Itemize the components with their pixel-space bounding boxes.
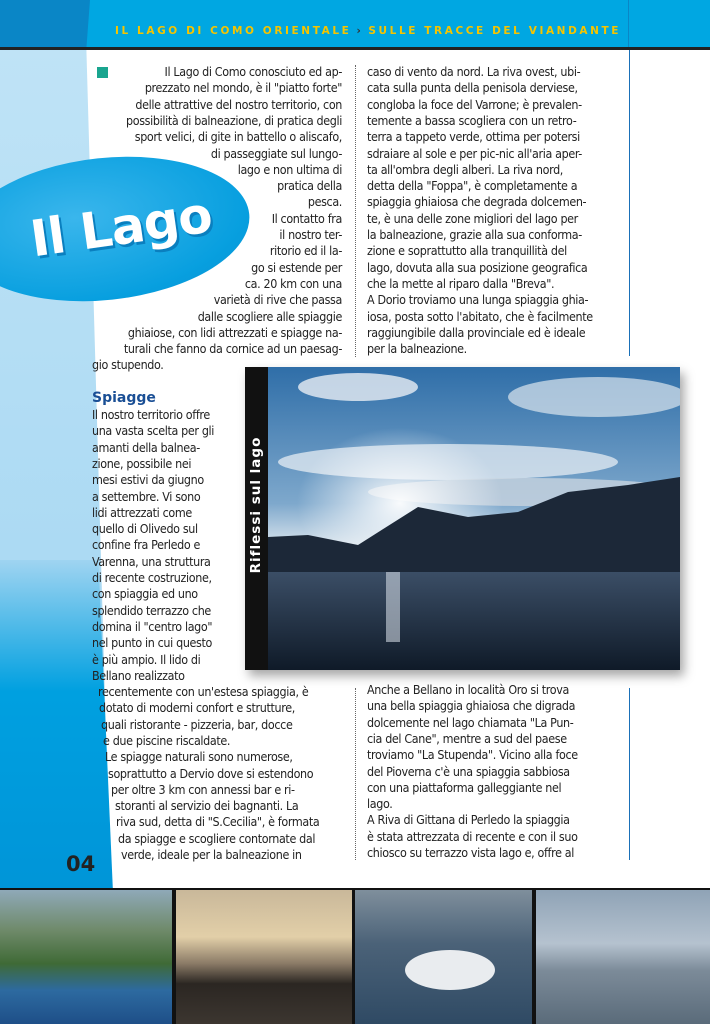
text-line: go si estende per — [251, 259, 342, 275]
text-line: Anche a Bellano in località Oro si trova — [367, 682, 569, 697]
text-line: Le spiagge naturali sono numerose, — [105, 749, 293, 765]
text-line: Bellano realizzato — [92, 667, 185, 683]
header-rule — [0, 47, 710, 50]
margin-rule — [629, 688, 630, 860]
text-line: con una piattaforma galleggiante nel — [367, 779, 562, 795]
text-line: quello di Olivedo sul — [92, 521, 198, 537]
text-line: zione, possibile nei — [92, 455, 192, 471]
thumbnail-swans — [355, 890, 532, 1024]
text-line: lago e non ultima di — [237, 161, 342, 177]
text-line: temente a bassa scogliera con un retro- — [367, 112, 577, 128]
text-line: con spiaggia ed uno — [92, 586, 198, 602]
page-number: 04 — [66, 852, 96, 876]
text-line: che la mette al riparo dalla "Breva". — [367, 275, 555, 291]
text-line: recentemente con un'estesa spiaggia, è — [98, 684, 309, 699]
text-line: possibilità di balneazione, di pratica degli — [126, 112, 342, 128]
text-line: turali che fanno da cornice ad un paesag- — [123, 341, 342, 357]
text-line: delle attrattive del nostro territorio, con — [135, 96, 342, 112]
text-line: terra a tappeto verde, ottima per potersi — [367, 129, 580, 145]
text-line: splendido terrazzo che — [92, 602, 211, 618]
text-line: domina il "centro lago" — [92, 618, 213, 634]
lake-photo — [245, 367, 680, 670]
text-line: una bella spiaggia ghiaiosa che digrada — [367, 698, 576, 714]
header-divider — [628, 0, 629, 48]
header-accent — [0, 0, 90, 48]
text-line: per la balneazione. — [367, 341, 467, 357]
text-line: te, è una delle zone migliori del lago per — [367, 210, 578, 226]
text-line: confine fra Perledo e — [92, 537, 200, 553]
section-heading: Spiagge — [92, 390, 156, 406]
text-line: Il contatto fra — [271, 210, 342, 226]
text-line: e due piscine riscaldate. — [103, 732, 231, 748]
text-line: prezzato nel mondo, è il "piatto forte" — [144, 80, 342, 96]
text-line: dalle scogliere alle spiaggie — [197, 308, 342, 324]
text-line: mesi estivi da giugno — [92, 472, 204, 488]
text-line: cata sulla punta della penisola derviese, — [367, 80, 578, 96]
text-line: ta all'ombra degli alberi. La riva nord, — [367, 161, 563, 177]
section-title: IL LAGO DI COMO ORIENTALE — [115, 25, 352, 37]
text-line: storanti al servizio dei bagnanti. La — [115, 798, 299, 814]
text-line: il nostro ter- — [279, 227, 342, 242]
text-line: detta della "Foppa", è completamente a — [367, 178, 578, 194]
text-line: di passeggiate sul lungo- — [210, 145, 342, 161]
text-line: per oltre 3 km con annessi bar e ri- — [111, 781, 295, 797]
text-line: raggiungibile dalla provinciale ed è ideale — [367, 324, 586, 340]
bullet-square-icon — [97, 67, 108, 78]
text-line: verde, ideale per la balneazione in — [121, 847, 302, 862]
text-line: Il nostro territorio offre — [92, 407, 210, 422]
text-line: pratica della — [277, 178, 342, 194]
photo-caption-band — [245, 367, 268, 670]
text-line: spiaggia ghiaiosa che degrada dolcemen- — [367, 194, 587, 210]
text-line: è più ampio. Il lido di — [92, 651, 201, 667]
breadcrumb-separator: › — [356, 25, 364, 37]
thumbnail-sunset — [176, 890, 352, 1024]
text-line: lago. — [367, 796, 393, 812]
text-line: ritorio ed il la- — [269, 243, 342, 259]
text-line: pesca. — [307, 194, 342, 210]
running-head — [115, 25, 621, 37]
text-line: A Dorio troviamo una lunga spiaggia ghia- — [367, 292, 589, 308]
photo-strip — [0, 888, 710, 1024]
text-line: gio stupendo. — [92, 357, 164, 373]
text-line: chiosco su terrazzo vista lago e, offre al — [367, 845, 575, 860]
text-line: caso di vento da nord. La riva ovest, ubi- — [367, 64, 581, 79]
lake-sunset-image — [268, 367, 680, 670]
text-line: Il Lago di Como conosciuto ed ap- — [164, 64, 342, 79]
text-line: di recente costruzione, — [92, 570, 212, 585]
text-line: varietà di rive che passa — [213, 292, 342, 308]
text-line: nel punto in cui questo — [92, 635, 212, 651]
text-line: zione e soprattutto alla tranquillità del — [367, 243, 567, 259]
text-line: dolcemente nel lago chiamata "La Pun- — [367, 714, 574, 730]
column-divider — [355, 65, 356, 357]
text-line: sport velici, di gite in battello o aliscafo, — [134, 129, 342, 145]
photo-caption: Riflessi sul lago — [248, 436, 264, 574]
text-line: a settembre. Vi sono — [92, 488, 201, 504]
text-line: cia del Cane", mentre a sud del paese — [367, 730, 567, 746]
page-title: Il Lago — [26, 185, 216, 269]
text-line: ca. 20 km con una — [244, 275, 342, 291]
text-line: Varenna, una struttura — [92, 553, 211, 569]
text-line: soprattutto a Dervio dove si estendono — [108, 765, 314, 781]
text-line: congloba la foce del Varrone; è prevalen- — [367, 96, 582, 112]
text-line: dotato di moderni confort e strutture, — [99, 700, 295, 716]
page-header — [0, 0, 710, 48]
text-line: iosa, posta sotto l'abitato, che è facilmente — [367, 308, 593, 324]
text-line: quali ristorante - pizzeria, bar, docce — [101, 716, 293, 732]
text-line: è stata attrezzata di recente e con il suo — [367, 828, 578, 844]
text-line: troviamo "La Stupenda". Vicino alla foce — [367, 747, 578, 763]
text-line: del Pioverna c'è una spiaggia sabbiosa — [367, 763, 570, 779]
subsection-title: SULLE TRACCE DEL VIANDANTE — [368, 25, 622, 37]
text-line: lidi attrezzati come — [92, 504, 192, 520]
swans-shape — [405, 950, 495, 990]
text-line: sdraiare al sole e per pic-nic all'aria aper- — [367, 145, 582, 161]
text-line: la balneazione, grazie alla sua conforma- — [367, 227, 582, 242]
column-divider — [355, 688, 356, 860]
thumbnail-kayak — [0, 890, 172, 1024]
text-line: lago, dovuta alla sua posizione geografica — [367, 259, 588, 275]
text-line: ghiaiose, con lidi attrezzati e spiagge na- — [127, 324, 342, 340]
thumbnail-fisherman — [536, 890, 710, 1024]
text-line: riva sud, detta di "S.Cecilia", è formata — [116, 814, 320, 830]
text-line: amanti della balnea- — [92, 439, 200, 455]
margin-rule — [629, 50, 630, 356]
text-line: da spiagge e scogliere contornate dal — [118, 830, 316, 846]
text-line: una vasta scelta per gli — [92, 423, 215, 439]
text-line: A Riva di Gittana di Perledo la spiaggia — [367, 812, 570, 828]
